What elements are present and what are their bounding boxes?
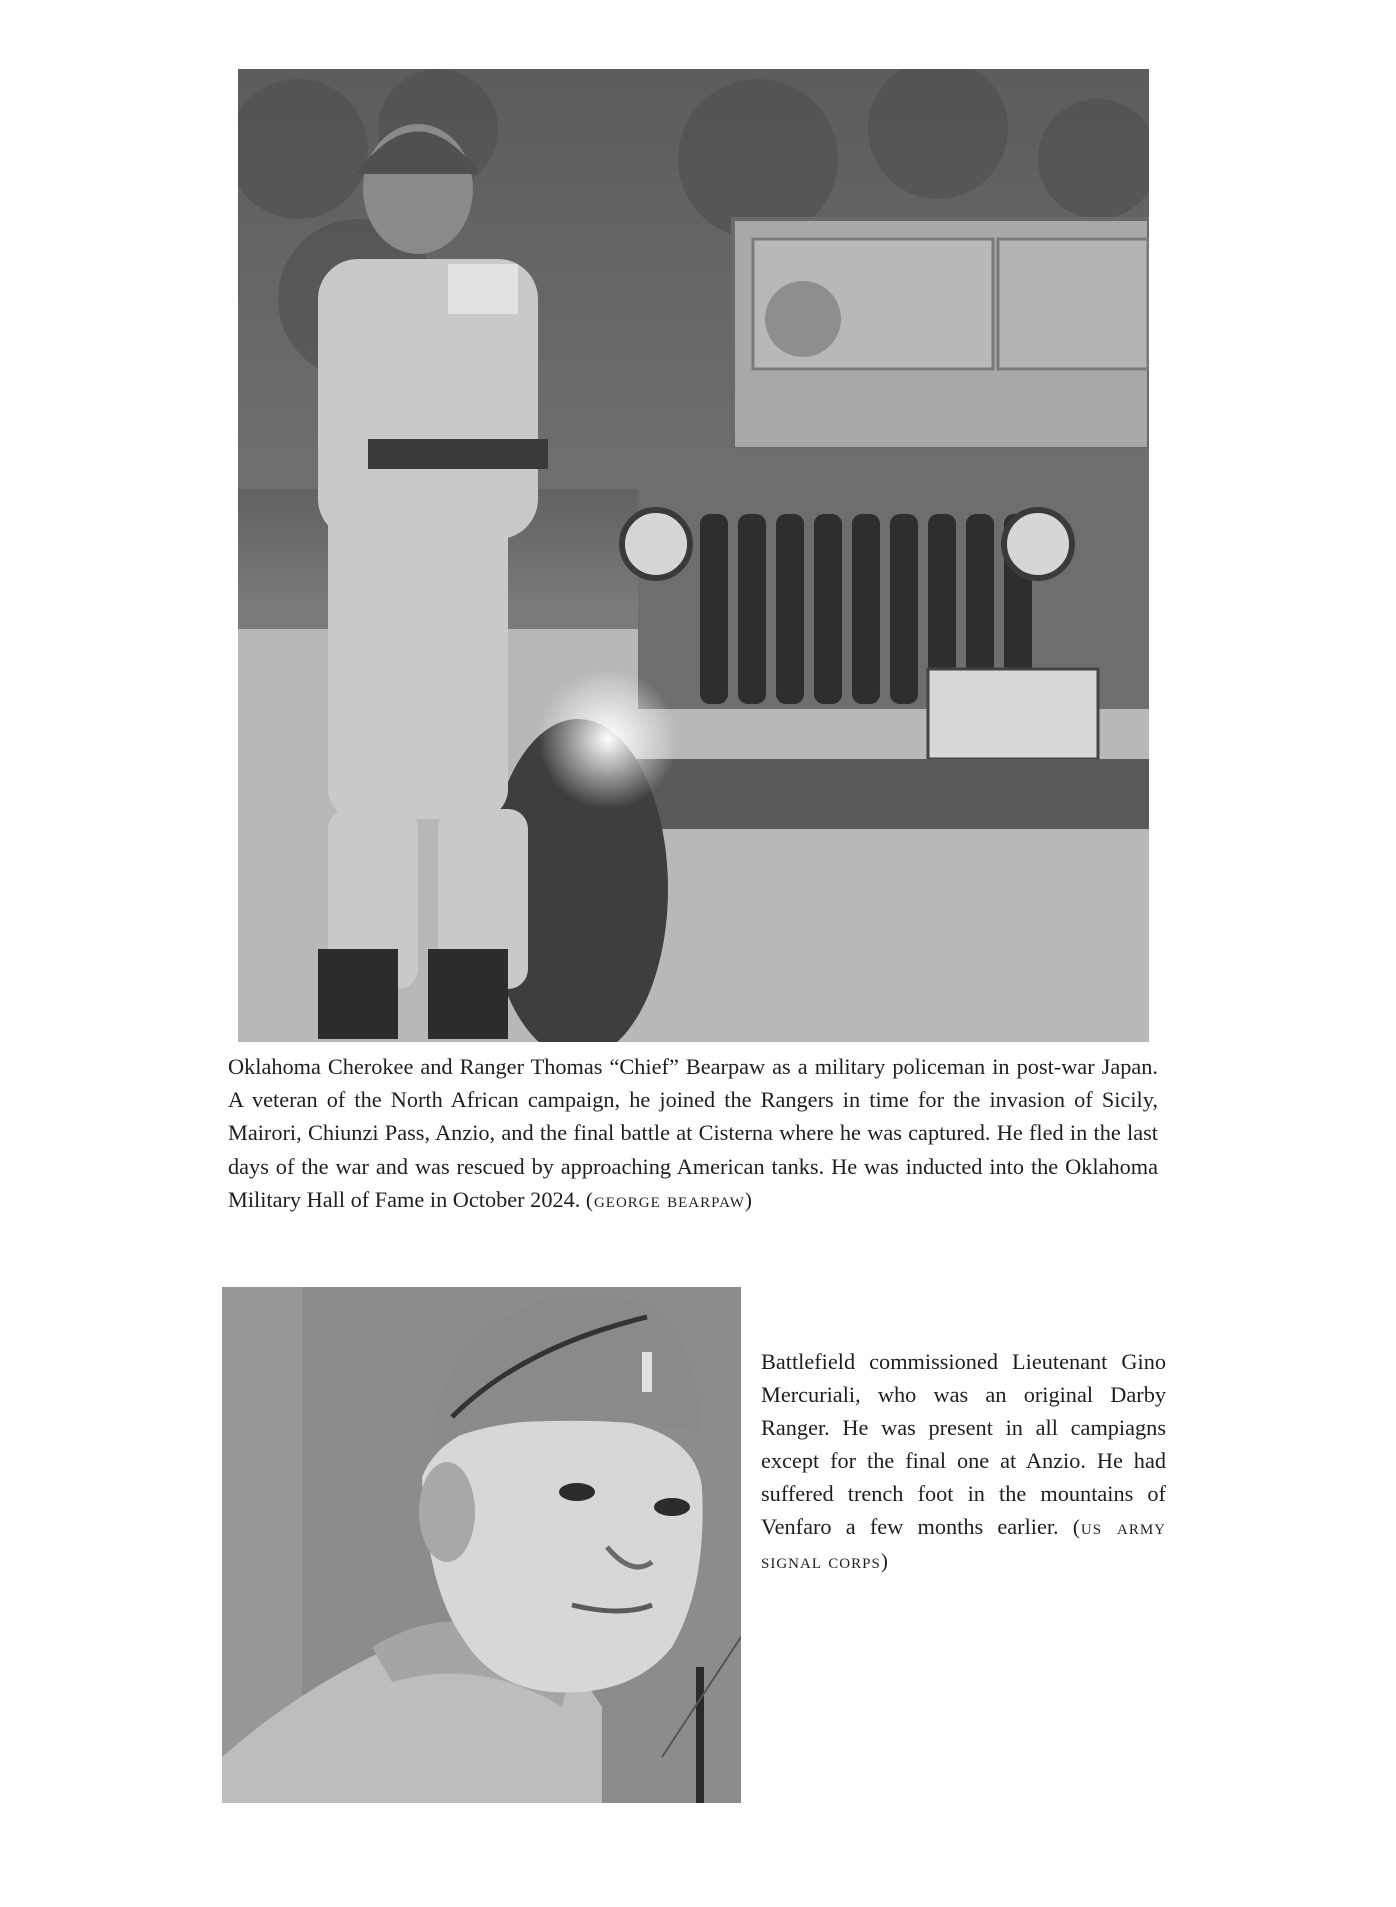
caption-bearpaw-text: Oklahoma Cherokee and Ranger Thomas “Chief” Bearpaw as a military policeman in post-war Japan. A veteran of the North African campaign, he joined the Rangers in time for the invasion of Sicily, Mairori, Chiunzi Pass, Anzio, and the final battle at Cisterna where he was captured. He fled in the last days of the war and was rescued by approaching American tanks. He was inducted into the Oklahoma Military Hall of Fame in October 2024.: [228, 1054, 1158, 1212]
photo-bearpaw-jeep-graphic: [238, 69, 1149, 1042]
photo-bearpaw-jeep: [238, 69, 1149, 1042]
caption-bearpaw: [228, 1050, 1158, 1217]
photo-credit-george-bearpaw: (george bearpaw): [585, 1187, 753, 1212]
photo-credit-us-army-signal-corps: (us army signal corps): [761, 1515, 1166, 1573]
photo-mercuriali-portrait-graphic: [222, 1287, 741, 1803]
photo-mercuriali-portrait: [222, 1287, 741, 1803]
caption-mercuriali-text: Battlefield commissioned Lieutenant Gino Mercuriali, who was an original Darby Ranger. He was present in all campiagns except for the final one at Anzio. He had suffered trench foot in the mountains of Venfaro a few months earlier.: [761, 1349, 1166, 1539]
caption-mercuriali: [761, 1345, 1166, 1578]
